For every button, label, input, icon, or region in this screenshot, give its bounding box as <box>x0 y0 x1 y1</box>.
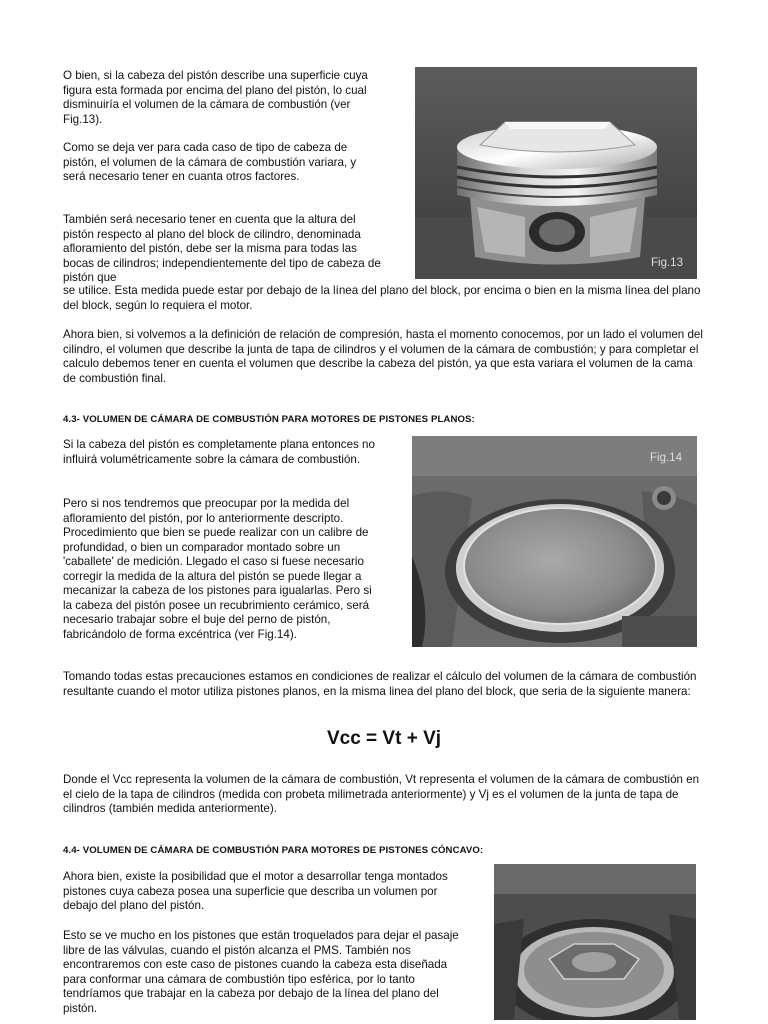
formula-vcc: Vcc = Vt + Vj <box>326 728 442 749</box>
paragraph-3-wide-text: se utilice. Esta medida puede estar por debajo de la línea del plano del block, por encima o bien en la misma línea del plano del block, según lo requiera el motor. <box>63 284 701 312</box>
paragraph-3-wide <box>63 284 708 313</box>
paragraph-2-text: Como se deja ver para cada caso de tipo de cabeza de pistón, el volumen de la cámara de combustión variara, y será necesario tener en cuanta otros factores. <box>63 141 357 183</box>
paragraph-8-text: Donde el Vcc representa la volumen de la cámara de combustión, Vt representa el volumen de la cámara de combustión en el cielo de la tapa de cilindros (medida con probeta milimetrada anteriormente) y Vj es el volumen de la junta de tapa de cilindros (también medida anteriormente). <box>63 773 700 815</box>
section-4-3-heading: 4.3- VOLUMEN DE CÁMARA DE COMBUSTIÓN PARA MOTORES DE PISTONES PLANOS: <box>63 414 475 425</box>
paragraph-7-text: Tomando todas estas precauciones estamos en condiciones de realizar el cálculo del volumen de la cámara de combustión resultante cuando el motor utiliza pistones planos, en la misma linea del plano del block, que seria de la siguiente manera: <box>63 670 697 698</box>
paragraph-7 <box>63 670 708 699</box>
paragraph-1 <box>63 69 381 127</box>
paragraph-6 <box>63 497 381 642</box>
paragraph-3-narrow <box>63 213 381 286</box>
section-4-4-heading: 4.4- VOLUMEN DE CÁMARA DE COMBUSTIÓN PARA MOTORES DE PISTONES CÓNCAVO: <box>63 845 484 856</box>
paragraph-10-text: Esto se ve mucho en los pistones que están troquelados para dejar el pasaje libre de las válvulas, cuando el pistón alcanza el PMS. También nos encontraremos con este caso de pistones cuando la cabeza esta diseñada para conformar una cámara de combustión tipo esférica, por lo tanto tendríamos que trabajar en la cabeza por debajo de la línea del plano del pistón. <box>63 929 459 1015</box>
paragraph-3-narrow-text: También será necesario tener en cuenta que la altura del pistón respecto al plano del block de cilindro, denominada afloramiento del pistón, debe ser la misma para todas las bocas de cilindros; independientemente del tipo de cabeza de pistón que <box>63 213 381 284</box>
paragraph-4 <box>63 328 708 386</box>
paragraph-4-text: Ahora bien, si volvemos a la definición de relación de compresión, hasta el momento conocemos, por un lado el volumen del cilindro, el volumen que describe la junta de tapa de cilindros y el volumen de la cámara de combustión; y para completar el calculo debemos tener en cuenta el volumen que describe la cabeza del pistón, ya que esta variara el volumen de la cama de combustión final. <box>63 328 703 385</box>
paragraph-1-text: O bien, si la cabeza del pistón describe una superficie cuya figura esta formada por encima del plano del pistón, lo cual disminuiría el volumen de la cámara de combustión (ver Fig.13). <box>63 69 368 126</box>
paragraph-5-text: Si la cabeza del pistón es completamente plana entonces no influirá volumétricamente sobre la cámara de combustión. <box>63 438 375 466</box>
concave-piston-photo <box>494 864 696 1020</box>
fig13-caption: Fig.13 <box>651 257 683 269</box>
paragraph-10 <box>63 929 463 1016</box>
paragraph-5 <box>63 438 381 467</box>
paragraph-8 <box>63 773 708 817</box>
paragraph-9-text: Ahora bien, existe la posibilidad que el motor a desarrollar tenga montados pistones cuya cabeza posea una superficie que describa un volumen por debajo del plano del pistón. <box>63 870 448 912</box>
paragraph-9 <box>63 870 463 914</box>
fig13-piston-photo <box>415 67 697 279</box>
paragraph-2 <box>63 141 381 185</box>
fig14-caption: Fig.14 <box>650 452 682 464</box>
fig14-flat-piston-photo <box>412 436 697 647</box>
paragraph-6-text: Pero si nos tendremos que preocupar por la medida del afloramiento del pistón, por lo anteriormente descripto. Procedimiento que bien se puede realizar con un calibre de profundidad, o bien un comparador montado sobre un 'caballete' de medición. Llegado el caso si fuese necesario corregir la medida de la altura del pistón se puede llegar a mecanizar la cabeza de los pistones para igualarlas. Pero si la cabeza del pistón posee un recubrimiento cerámico, será necesario trabajar sobre el buje del perno de pistón, fabricándolo de forma excéntrica (ver Fig.14). <box>63 497 372 641</box>
